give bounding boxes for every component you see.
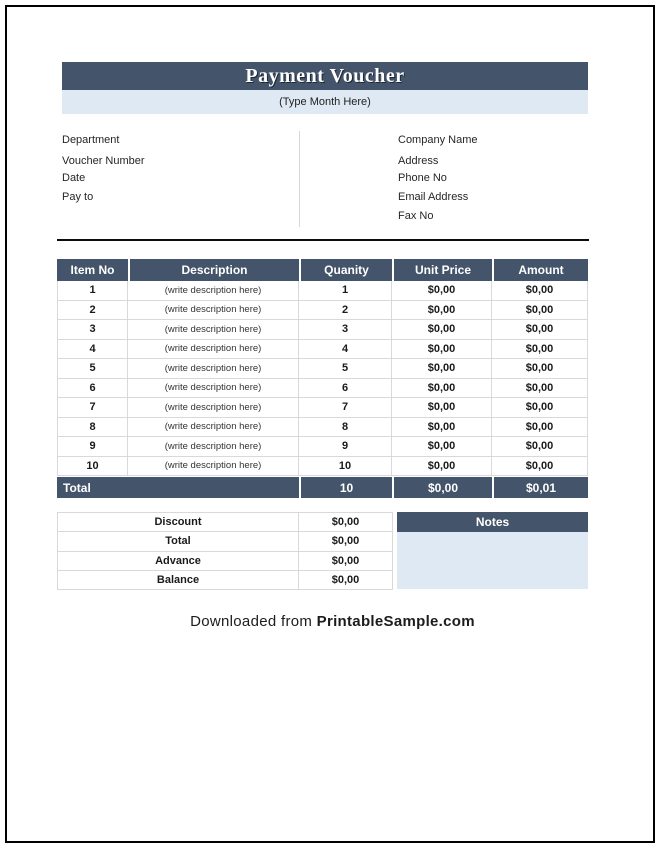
footer-brand: PrintableSample.com: [316, 613, 475, 630]
table-row: [58, 437, 587, 457]
cell-amount: $0,00: [525, 381, 554, 394]
cell-item-no: 5: [58, 359, 128, 378]
cell-description: (write description here): [128, 320, 299, 339]
cell-description: (write description here): [128, 359, 299, 378]
summary-label: Discount: [58, 513, 299, 531]
page-title: Payment Voucher: [245, 64, 405, 87]
cell-item-no: 4: [58, 340, 128, 359]
cell-description: (write description here): [128, 379, 299, 398]
notes-header: Notes: [397, 512, 588, 532]
summary-value: $0,00: [331, 516, 360, 529]
total-quantity: 10: [299, 477, 392, 498]
summary-row: [58, 571, 392, 589]
total-label: Total: [57, 477, 299, 498]
summary-label: Advance: [58, 552, 299, 570]
summary-value: $0,00: [331, 535, 360, 548]
cell-quantity: 5: [299, 359, 392, 378]
table-row: [58, 418, 587, 438]
cell-quantity: 6: [299, 379, 392, 398]
header-quantity: Quanity: [299, 259, 392, 281]
cell-item-no: 3: [58, 320, 128, 339]
cell-unit-price: $0,00: [392, 281, 492, 300]
section-rule: [57, 239, 589, 241]
table-row: [58, 457, 587, 477]
cell-description: (write description here): [128, 437, 299, 456]
notes-section: [397, 512, 588, 589]
table-row: [58, 301, 587, 321]
cell-item-no: 7: [58, 398, 128, 417]
cell-description: (write description here): [128, 418, 299, 437]
cell-unit-price: $0,00: [392, 340, 492, 359]
cell-unit-price: $0,00: [392, 437, 492, 456]
field-label-company-name: Company Name: [398, 134, 478, 146]
cell-amount: $0,00: [525, 284, 554, 297]
cell-amount: $0,00: [525, 420, 554, 433]
cell-description: (write description here): [128, 301, 299, 320]
footer-prefix: Downloaded from: [190, 613, 317, 630]
cell-item-no: 9: [58, 437, 128, 456]
cell-item-no: 10: [58, 457, 128, 476]
cell-unit-price: $0,00: [392, 379, 492, 398]
notes-body: [397, 532, 588, 589]
cell-quantity: 7: [299, 398, 392, 417]
month-bar: [62, 90, 588, 114]
cell-unit-price: $0,00: [392, 359, 492, 378]
items-table: [57, 259, 588, 498]
items-table-total-row: [57, 477, 588, 498]
summary-table: [57, 512, 393, 590]
table-row: [58, 340, 587, 360]
summary-value: $0,00: [331, 574, 360, 587]
cell-quantity: 10: [299, 457, 392, 476]
field-label-pay-to: Pay to: [62, 191, 94, 203]
cell-description: (write description here): [128, 398, 299, 417]
header-unit-price: Unit Price: [392, 259, 492, 281]
header-item-no: Item No: [57, 259, 128, 281]
cell-amount: $0,00: [525, 362, 554, 375]
header-amount: Amount: [492, 259, 588, 281]
cell-item-no: 6: [58, 379, 128, 398]
field-label-voucher-number: Voucher Number: [62, 155, 145, 167]
field-label-phone-no: Phone No: [398, 172, 447, 184]
cell-description: (write description here): [128, 340, 299, 359]
cell-item-no: 8: [58, 418, 128, 437]
cell-quantity: 2: [299, 301, 392, 320]
summary-row: [58, 552, 392, 571]
cell-unit-price: $0,00: [392, 398, 492, 417]
cell-unit-price: $0,00: [392, 418, 492, 437]
table-row: [58, 359, 587, 379]
summary-row: [58, 532, 392, 551]
summary-value: $0,00: [331, 554, 360, 567]
table-row: [58, 379, 587, 399]
cell-amount: $0,00: [525, 303, 554, 316]
summary-label: Balance: [58, 571, 299, 589]
cell-quantity: 3: [299, 320, 392, 339]
header-description: Description: [128, 259, 299, 281]
cell-unit-price: $0,00: [392, 320, 492, 339]
cell-amount: $0,00: [525, 401, 554, 414]
items-table-body: [57, 281, 588, 476]
table-row: [58, 398, 587, 418]
field-label-date: Date: [62, 172, 86, 184]
month-placeholder: (Type Month Here): [279, 96, 371, 108]
cell-item-no: 2: [58, 301, 128, 320]
summary-row: [58, 513, 392, 532]
cell-description: (write description here): [128, 281, 299, 300]
cell-quantity: 4: [299, 340, 392, 359]
cell-quantity: 9: [299, 437, 392, 456]
cell-unit-price: $0,00: [392, 301, 492, 320]
field-label-address: Address: [398, 155, 439, 167]
table-row: [58, 320, 587, 340]
total-unit-price: $0,00: [392, 477, 492, 498]
footer-credit: [0, 613, 665, 630]
table-row: [58, 281, 587, 301]
cell-amount: $0,00: [525, 440, 554, 453]
title-bar: [62, 62, 588, 90]
cell-amount: $0,00: [525, 323, 554, 336]
cell-description: (write description here): [128, 457, 299, 476]
cell-item-no: 1: [58, 281, 128, 300]
cell-quantity: 1: [299, 281, 392, 300]
cell-unit-price: $0,00: [392, 457, 492, 476]
field-label-department: Department: [62, 134, 120, 146]
total-amount: $0,01: [492, 477, 588, 498]
cell-quantity: 8: [299, 418, 392, 437]
summary-label: Total: [58, 532, 299, 550]
cell-amount: $0,00: [525, 459, 554, 472]
cell-amount: $0,00: [525, 342, 554, 355]
items-table-header-row: [57, 259, 588, 281]
fields-divider: [299, 131, 300, 227]
field-label-fax-no: Fax No: [398, 210, 434, 222]
field-label-email-address: Email Address: [398, 191, 469, 203]
